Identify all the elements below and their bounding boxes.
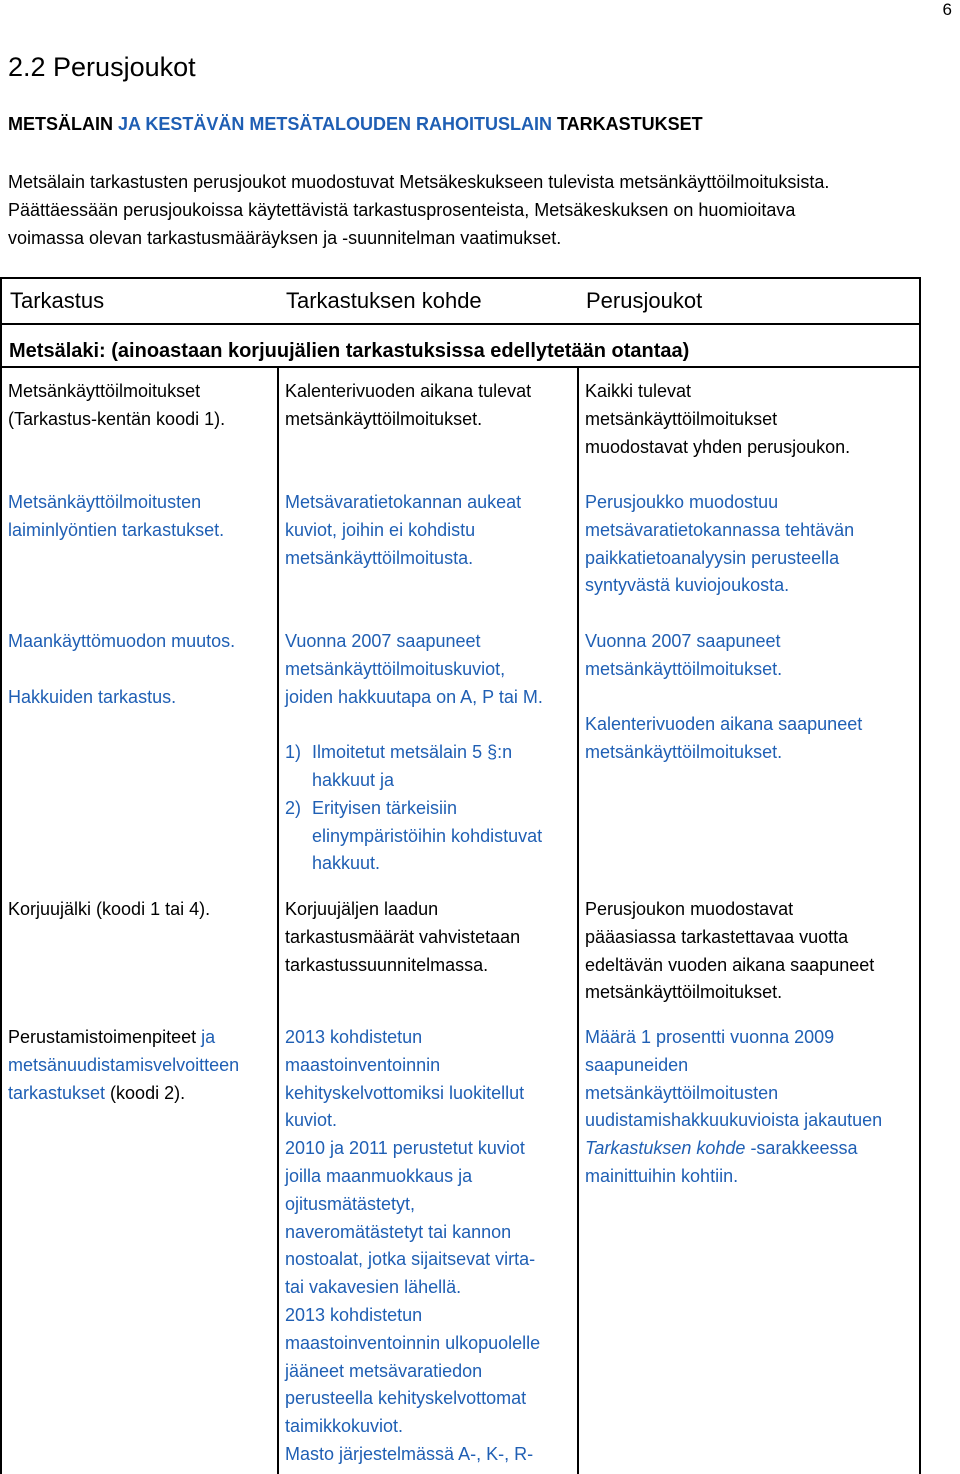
list-item bbox=[285, 795, 570, 878]
cell-line: mainittuihin kohtiin. bbox=[585, 1165, 739, 1186]
table-header-row bbox=[0, 277, 921, 325]
cell-line: Korjuujäljen laadun bbox=[285, 899, 439, 919]
cell-line: 2010 ja 2011 perustetut kuviot bbox=[285, 1138, 525, 1159]
intro-line: voimassa olevan tarkastusmääräyksen ja -suunnitelman vaatimukset. bbox=[8, 228, 562, 248]
cell-line: metsänkäyttöilmoitusta. bbox=[285, 547, 474, 568]
cell-line: Perusjoukko muodostuu bbox=[585, 492, 779, 512]
cell-line: tarkastussuunnitelmassa. bbox=[285, 954, 489, 975]
cell-line: Metsävaratietokannan aukeat bbox=[285, 492, 522, 512]
cell-line: uudistamishakkuukuvioista jakautuen bbox=[585, 1110, 883, 1131]
cell-kohde bbox=[285, 378, 570, 434]
cell-line: Erityisen tärkeisiin bbox=[312, 797, 458, 818]
cell-tarkastus bbox=[8, 628, 270, 711]
text-span: Perustamistoimenpiteet bbox=[8, 1027, 197, 1047]
header-perusjoukot: Perusjoukot bbox=[586, 288, 703, 313]
cell-line: maastoinventoinnin bbox=[285, 1054, 441, 1075]
cell-line: metsänkäyttöilmoitukset bbox=[585, 408, 778, 429]
text-span: ja bbox=[196, 1027, 216, 1047]
cell-line: (Tarkastus-kentän koodi 1). bbox=[8, 408, 226, 429]
cell-line: maastoinventoinnin ulkopuolelle bbox=[285, 1332, 541, 1353]
cell-line bbox=[8, 1080, 270, 1108]
cell-line: metsänkäyttöilmoitusten bbox=[585, 1082, 779, 1103]
cell-line: syntyvästä kuviojoukosta. bbox=[585, 575, 790, 596]
text-span: (koodi 2). bbox=[105, 1082, 186, 1103]
cell-line: Määrä 1 prosentti vuonna 2009 bbox=[585, 1027, 835, 1047]
cell-line: paikkatietoanalyysin perusteella bbox=[585, 547, 840, 568]
section-title: 2.2 Perusjoukot bbox=[8, 52, 196, 82]
cell-line: naveromätästetyt tai kannon bbox=[285, 1221, 512, 1242]
cell-line: elinympäristöihin kohdistuvat bbox=[312, 825, 543, 846]
cell-line: tai vakavesien lähellä. bbox=[285, 1277, 462, 1298]
cell-line: metsänuudistamisvelvoitteen bbox=[8, 1054, 240, 1075]
cell-line: Korjuujälki (koodi 1 tai 4). bbox=[8, 899, 211, 919]
cell-perusjoukot bbox=[585, 378, 915, 461]
cell-line: Perusjoukon muodostavat bbox=[585, 899, 794, 919]
cell-line: perusteella kehityskelvottomat bbox=[285, 1388, 527, 1409]
list-number: 1) bbox=[285, 742, 302, 763]
cell-tarkastus bbox=[8, 489, 270, 545]
table-border-left bbox=[0, 366, 2, 1474]
header-kohde: Tarkastuksen kohde bbox=[286, 288, 482, 313]
cell-line: pääasiassa tarkastettavaa vuotta bbox=[585, 926, 849, 947]
cell-perusjoukot bbox=[585, 1024, 915, 1191]
cell-line: hakkuut ja bbox=[312, 769, 395, 790]
subtitle-part2: JA KESTÄVÄN METSÄTALOUDEN RAHOITUSLAIN bbox=[113, 114, 553, 134]
cell-perusjoukot bbox=[585, 489, 915, 600]
cell-line: laiminlyöntien tarkastukset. bbox=[8, 519, 225, 540]
cell-line: metsänkäyttöilmoitukset. bbox=[585, 742, 783, 763]
section-label: Metsälaki: (ainoastaan korjuujälien tarkastuksissa edellytetään otantaa) bbox=[9, 340, 690, 362]
cell-line: Vuonna 2007 saapuneet bbox=[585, 631, 781, 651]
cell-line: Kalenterivuoden aikana tulevat bbox=[285, 381, 532, 401]
cell-line: kuviot, joihin ei kohdistu bbox=[285, 519, 476, 540]
cell-line: metsänkäyttöilmoitukset. bbox=[285, 408, 483, 429]
cell-line: Metsänkäyttöilmoitusten bbox=[8, 492, 202, 512]
intro-line: Metsälain tarkastusten perusjoukot muodostuvat Metsäkeskukseen tulevista metsänkäyttöilmoituksista. bbox=[8, 172, 830, 192]
intro-paragraph bbox=[8, 168, 953, 252]
cell-line: jääneet metsävaratiedon bbox=[285, 1360, 483, 1381]
page-number: 6 bbox=[942, 0, 952, 19]
cell-line: kehityskelvottomiksi luokitellut bbox=[285, 1082, 525, 1103]
cell-line: taimikkokuviot. bbox=[285, 1416, 404, 1437]
header-tarkastus: Tarkastus bbox=[10, 288, 105, 313]
subtitle bbox=[8, 114, 703, 135]
cell-tarkastus bbox=[8, 1024, 270, 1107]
text-span: -sarakkeessa bbox=[745, 1138, 858, 1159]
subtitle-part1: METSÄLAIN bbox=[8, 114, 113, 134]
cell-line: metsänkäyttöilmoituskuviot, bbox=[285, 658, 506, 679]
cell-line bbox=[585, 1135, 915, 1163]
cell-line: Masto järjestelmässä A-, K-, R- bbox=[285, 1443, 534, 1464]
cell-line: hakkuut. bbox=[312, 853, 381, 874]
cell-line: metsänkäyttöilmoitukset. bbox=[585, 982, 783, 1003]
cell-line bbox=[8, 1024, 270, 1052]
list-number: 2) bbox=[285, 797, 302, 818]
cell-tarkastus bbox=[8, 378, 270, 434]
cell-line: Maankäyttömuodon muutos. bbox=[8, 631, 236, 651]
cell-line: metsävaratietokannassa tehtävän bbox=[585, 519, 855, 540]
cell-line: muodostavat yhden perusjoukon. bbox=[585, 436, 851, 457]
cell-line: Hakkuiden tarkastus. bbox=[8, 686, 177, 707]
cell-tarkastus bbox=[8, 896, 270, 924]
cell-line: kuviot. bbox=[285, 1110, 338, 1131]
cell-line: ojitusmätästetyt, bbox=[285, 1193, 416, 1214]
cell-line: 2013 kohdistetun bbox=[285, 1304, 423, 1325]
cell-line: joilla maanmuokkaus ja bbox=[285, 1165, 473, 1186]
cell-line: 2013 kohdistetun bbox=[285, 1027, 423, 1047]
cell-perusjoukot bbox=[585, 628, 915, 767]
cell-line: metsänkäyttöilmoitukset. bbox=[585, 658, 783, 679]
table-divider bbox=[0, 366, 921, 368]
italic-text: Tarkastuksen kohde bbox=[585, 1138, 746, 1159]
cell-line: Ilmoitetut metsälain 5 §:n bbox=[312, 742, 513, 763]
cell-line: Kaikki tulevat bbox=[585, 381, 692, 401]
cell-kohde bbox=[285, 628, 570, 878]
subtitle-part3: TARKASTUKSET bbox=[552, 114, 703, 134]
cell-line: joiden hakkuutapa on A, P tai M. bbox=[285, 686, 543, 707]
cell-line: Metsänkäyttöilmoitukset bbox=[8, 381, 201, 401]
cell-line: tarkastusmäärät vahvistetaan bbox=[285, 926, 521, 947]
table-column-divider bbox=[577, 366, 579, 1474]
cell-line: Kalenterivuoden aikana saapuneet bbox=[585, 714, 863, 735]
cell-perusjoukot bbox=[585, 896, 915, 1007]
cell-line: nostoalat, jotka sijaitsevat virta- bbox=[285, 1249, 536, 1270]
table-border-right bbox=[919, 366, 921, 1474]
cell-kohde bbox=[285, 896, 570, 979]
list-item bbox=[285, 739, 570, 795]
text-span: tarkastukset bbox=[8, 1082, 106, 1103]
cell-kohde bbox=[285, 1024, 570, 1469]
intro-line: Päättäessään perusjoukoissa käytettävistä tarkastusprosenteista, Metsäkeskuksen on huomioitava bbox=[8, 200, 796, 220]
section-band bbox=[0, 325, 921, 366]
table-column-divider bbox=[277, 366, 279, 1474]
cell-line: Vuonna 2007 saapuneet bbox=[285, 631, 481, 651]
cell-line: saapuneiden bbox=[585, 1054, 689, 1075]
cell-line: edeltävän vuoden aikana saapuneet bbox=[585, 954, 875, 975]
numbered-list bbox=[285, 739, 570, 878]
cell-kohde bbox=[285, 489, 570, 572]
